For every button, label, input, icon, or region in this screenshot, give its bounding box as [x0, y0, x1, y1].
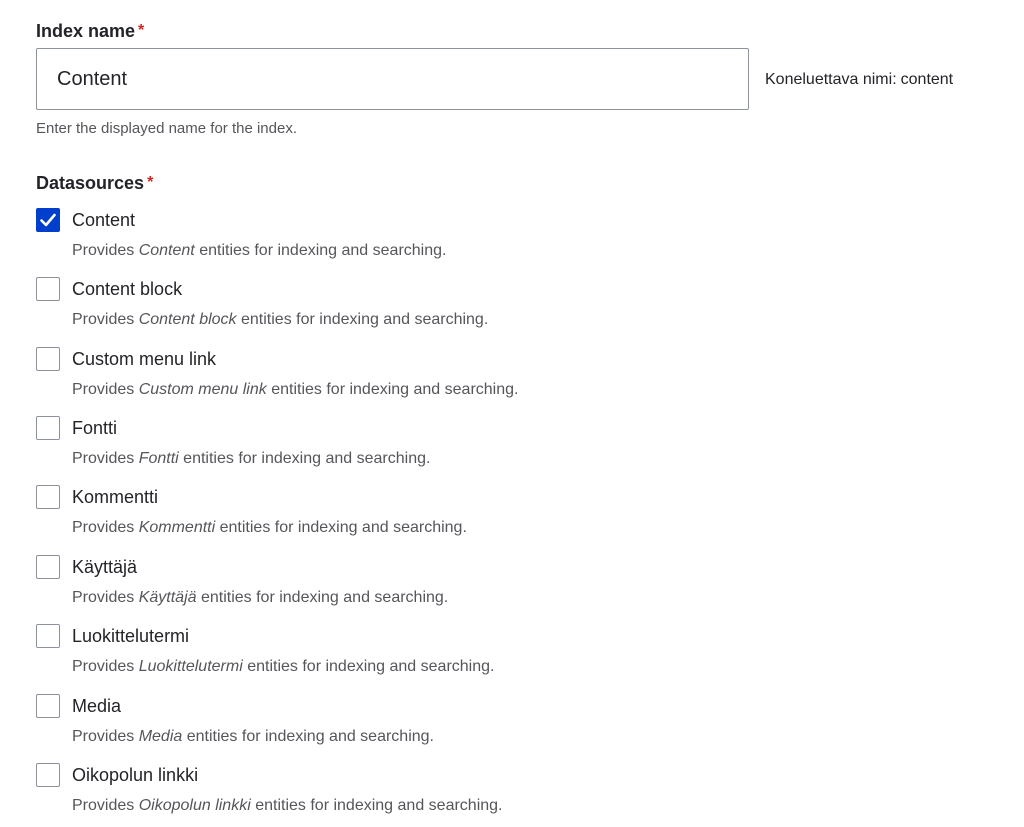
datasource-item-content: [36, 208, 996, 274]
datasource-checkbox-fontti[interactable]: [36, 416, 60, 440]
datasource-label[interactable]: Fontti: [72, 418, 118, 438]
index-name-input[interactable]: [36, 48, 749, 110]
desc-suffix: entities for indexing and searching.: [241, 311, 489, 328]
datasource-label[interactable]: Content block: [72, 279, 183, 299]
datasource-checkbox-oikopolun-linkki[interactable]: [36, 763, 60, 787]
desc-entity: Oikopolun linkki: [138, 797, 251, 814]
datasource-checkbox-kommentti[interactable]: [36, 485, 60, 509]
datasource-description: [72, 518, 467, 538]
desc-entity: Kommentti: [138, 519, 216, 536]
datasource-description: [72, 241, 446, 261]
desc-entity: Käyttäjä: [138, 589, 197, 606]
datasource-checkbox-content-block[interactable]: [36, 277, 60, 301]
index-name-label: [36, 21, 144, 42]
machine-name: [765, 71, 953, 89]
required-marker: *: [147, 174, 154, 191]
desc-suffix: entities for indexing and searching.: [186, 728, 434, 745]
datasource-checkbox-content[interactable]: [36, 208, 60, 232]
datasource-item-fontti: [36, 416, 996, 482]
datasource-item-content-block: [36, 277, 996, 343]
datasources-label: [36, 173, 153, 194]
datasource-description: [72, 657, 494, 677]
machine-name-value: content: [900, 71, 954, 88]
datasource-checkbox-kayttaja[interactable]: [36, 555, 60, 579]
datasource-item-oikopolun-linkki: [36, 763, 996, 827]
datasource-checkbox-media[interactable]: [36, 694, 60, 718]
datasource-item-kayttaja: [36, 555, 996, 621]
datasource-label[interactable]: Luokittelutermi: [72, 626, 190, 646]
desc-suffix: entities for indexing and searching.: [255, 797, 503, 814]
datasource-description: [72, 796, 502, 816]
desc-prefix: Provides: [72, 450, 135, 467]
desc-prefix: Provides: [72, 797, 135, 814]
index-name-description: Enter the displayed name for the index.: [36, 120, 297, 137]
desc-prefix: Provides: [72, 658, 135, 675]
desc-suffix: entities for indexing and searching.: [271, 381, 519, 398]
desc-entity: Fontti: [138, 450, 179, 467]
index-name-label-text: Index name: [36, 21, 136, 41]
datasource-checkbox-custom-menu-link[interactable]: [36, 347, 60, 371]
datasource-description: [72, 310, 488, 330]
datasource-description: [72, 727, 434, 747]
datasource-label[interactable]: Kommentti: [72, 487, 159, 507]
datasource-item-luokittelutermi: [36, 624, 996, 690]
datasource-label[interactable]: Custom menu link: [72, 349, 217, 369]
datasource-description: [72, 588, 448, 608]
desc-entity: Luokittelutermi: [138, 658, 243, 675]
required-marker: *: [138, 22, 145, 39]
desc-suffix: entities for indexing and searching.: [247, 658, 495, 675]
desc-entity: Content: [138, 242, 195, 259]
desc-entity: Media: [138, 728, 183, 745]
desc-entity: Content block: [138, 311, 237, 328]
desc-suffix: entities for indexing and searching.: [199, 242, 447, 259]
datasource-label[interactable]: Käyttäjä: [72, 557, 138, 577]
datasource-checkbox-luokittelutermi[interactable]: [36, 624, 60, 648]
desc-prefix: Provides: [72, 519, 135, 536]
datasource-label[interactable]: Media: [72, 696, 122, 716]
datasource-label[interactable]: Content: [72, 210, 136, 230]
datasource-label[interactable]: Oikopolun linkki: [72, 765, 199, 785]
checkmark-icon: [40, 213, 56, 227]
desc-prefix: Provides: [72, 728, 135, 745]
desc-prefix: Provides: [72, 381, 135, 398]
datasource-item-kommentti: [36, 485, 996, 551]
datasource-description: [72, 380, 518, 400]
machine-name-label: Koneluettava nimi:: [765, 71, 897, 88]
desc-suffix: entities for indexing and searching.: [219, 519, 467, 536]
desc-suffix: entities for indexing and searching.: [200, 589, 449, 606]
desc-prefix: Provides: [72, 589, 135, 606]
desc-prefix: Provides: [72, 311, 135, 328]
desc-entity: Custom menu link: [138, 381, 267, 398]
datasource-item-custom-menu-link: [36, 347, 996, 413]
datasources-label-text: Datasources: [36, 173, 145, 193]
datasource-item-media: [36, 694, 996, 760]
desc-suffix: entities for indexing and searching.: [183, 450, 431, 467]
datasource-description: [72, 449, 430, 469]
desc-prefix: Provides: [72, 242, 135, 259]
